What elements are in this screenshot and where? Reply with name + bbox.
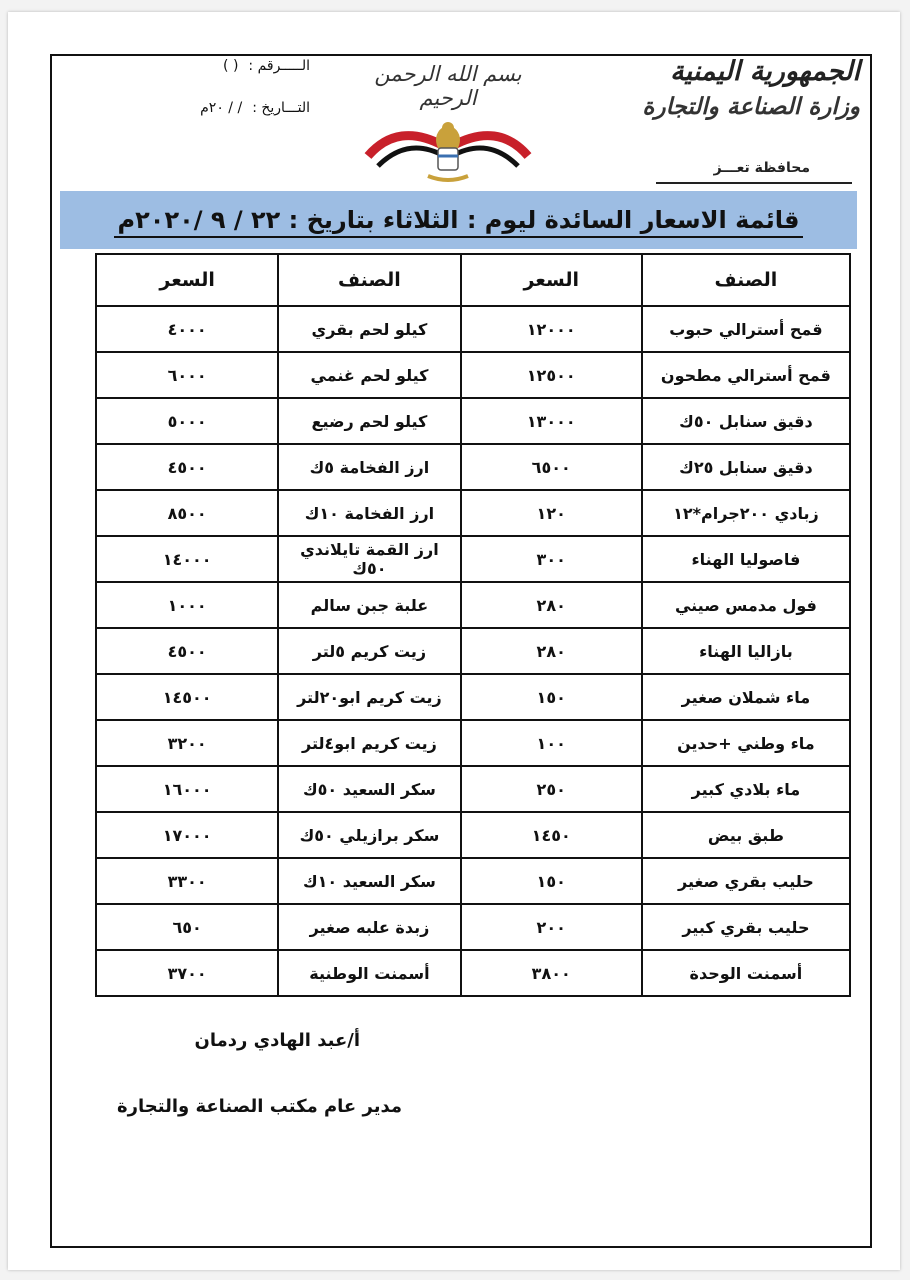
price-cell: ١٦٠٠٠ — [96, 766, 278, 812]
column-header: السعر — [96, 254, 278, 306]
price-cell: ١٥٠ — [461, 674, 642, 720]
price-cell: ١٠٠٠ — [96, 582, 278, 628]
price-cell: ١٧٠٠٠ — [96, 812, 278, 858]
ministry-name: وزارة الصناعة والتجارة — [642, 93, 860, 120]
table-row — [96, 904, 850, 950]
price-cell: ٣٧٠٠ — [96, 950, 278, 996]
item-cell: كيلو لحم بقري — [278, 306, 460, 352]
signer-name: أ/عبد الهادي ردمان — [194, 1030, 360, 1051]
table-row — [96, 582, 850, 628]
table-row — [96, 536, 850, 582]
price-cell: ١٥٠ — [461, 858, 642, 904]
column-header: السعر — [461, 254, 642, 306]
price-cell: ٨٥٠٠ — [96, 490, 278, 536]
date-row — [110, 100, 310, 116]
item-cell: ماء شملان صغير — [642, 674, 850, 720]
item-cell: أسمنت الوحدة — [642, 950, 850, 996]
table-row — [96, 720, 850, 766]
item-cell: طبق بيض — [642, 812, 850, 858]
header-center — [350, 62, 546, 186]
item-cell: ارز الفخامة ١٠ك — [278, 490, 460, 536]
item-cell: كيلو لحم رضيع — [278, 398, 460, 444]
item-cell: بازاليا الهناء — [642, 628, 850, 674]
page-title-text: قائمة الاسعار السائدة ليوم : الثلاثاء بتاريخ : ٢٢ / ٩ /٢٠٢٠م — [114, 206, 804, 238]
item-cell: علبة جبن سالم — [278, 582, 460, 628]
price-table-body — [96, 306, 850, 996]
price-cell: ٦٠٠٠ — [96, 352, 278, 398]
item-cell: دقيق سنابل ٥٠ك — [642, 398, 850, 444]
item-cell: حليب بقري صغير — [642, 858, 850, 904]
price-cell: ٢٥٠ — [461, 766, 642, 812]
item-cell: سكر السعيد ٥٠ك — [278, 766, 460, 812]
price-cell: ٣٣٠٠ — [96, 858, 278, 904]
price-cell: ١٢٠٠٠ — [461, 306, 642, 352]
date-value: / / ٢٠م — [200, 100, 243, 116]
table-row — [96, 352, 850, 398]
price-cell: ١٠٠ — [461, 720, 642, 766]
page-title — [60, 191, 857, 249]
reference-value: ( ) — [223, 58, 239, 74]
eagle-emblem-icon — [358, 116, 538, 186]
table-row — [96, 306, 850, 352]
governorate-name: محافظة تعـــز — [713, 160, 810, 176]
republic-name: الجمهورية اليمنية — [670, 56, 860, 87]
item-cell: زيت كريم ابو٤لتر — [278, 720, 460, 766]
price-cell: ٤٠٠٠ — [96, 306, 278, 352]
price-cell: ١٣٠٠٠ — [461, 398, 642, 444]
price-cell: ٤٥٠٠ — [96, 628, 278, 674]
table-row — [96, 950, 850, 996]
header-divider — [656, 182, 852, 184]
price-cell: ١٤٠٠٠ — [96, 536, 278, 582]
price-cell: ١٢٠ — [461, 490, 642, 536]
table-row — [96, 674, 850, 720]
price-cell: ٢٨٠ — [461, 628, 642, 674]
item-cell: أسمنت الوطنية — [278, 950, 460, 996]
item-cell: سكر السعيد ١٠ك — [278, 858, 460, 904]
reference-row — [110, 58, 310, 74]
item-cell: ارز الفخامة ٥ك — [278, 444, 460, 490]
item-cell: ماء وطني +حدين — [642, 720, 850, 766]
item-cell: حليب بقري كبير — [642, 904, 850, 950]
price-cell: ١٤٥٠ — [461, 812, 642, 858]
column-header: الصنف — [278, 254, 460, 306]
table-row — [96, 628, 850, 674]
item-cell: زيت كريم ٥لتر — [278, 628, 460, 674]
price-cell: ٢٨٠ — [461, 582, 642, 628]
date-label: التـــاريخ : — [252, 100, 310, 116]
price-cell: ١٢٥٠٠ — [461, 352, 642, 398]
basmala-text: بسم الله الرحمن الرحيم — [374, 62, 522, 110]
price-cell: ٣٨٠٠ — [461, 950, 642, 996]
item-cell: دقيق سنابل ٢٥ك — [642, 444, 850, 490]
price-cell: ٦٥٠٠ — [461, 444, 642, 490]
signer-title: مدير عام مكتب الصناعة والتجارة — [117, 1096, 402, 1117]
price-cell: ٥٠٠٠ — [96, 398, 278, 444]
item-cell: قمح أسترالي مطحون — [642, 352, 850, 398]
column-header: الصنف — [642, 254, 850, 306]
table-row — [96, 858, 850, 904]
item-cell: ماء بلادي كبير — [642, 766, 850, 812]
item-cell: قمح أسترالي حبوب — [642, 306, 850, 352]
item-cell: كيلو لحم غنمي — [278, 352, 460, 398]
price-table — [95, 253, 851, 997]
item-cell: ارز القمة تايلاندي ٥٠ك — [278, 536, 460, 582]
item-cell: فول مدمس صيني — [642, 582, 850, 628]
table-row — [96, 398, 850, 444]
price-cell: ١٤٥٠٠ — [96, 674, 278, 720]
table-row — [96, 812, 850, 858]
issuer-header — [620, 56, 860, 120]
item-cell: زيت كريم ابو٢٠لتر — [278, 674, 460, 720]
price-cell: ٣٠٠ — [461, 536, 642, 582]
table-header-row — [96, 254, 850, 306]
reference-label: الـــــرقم : — [248, 58, 310, 74]
item-cell: زبادي ٢٠٠جرام*١٢ — [642, 490, 850, 536]
table-row — [96, 766, 850, 812]
price-cell: ٣٢٠٠ — [96, 720, 278, 766]
price-cell: ٦٥٠ — [96, 904, 278, 950]
price-cell: ٢٠٠ — [461, 904, 642, 950]
item-cell: فاصوليا الهناء — [642, 536, 850, 582]
price-cell: ٤٥٠٠ — [96, 444, 278, 490]
item-cell: زبدة علبه صغير — [278, 904, 460, 950]
item-cell: سكر برازيلي ٥٠ك — [278, 812, 460, 858]
document-meta — [110, 58, 310, 142]
table-row — [96, 444, 850, 490]
table-row — [96, 490, 850, 536]
